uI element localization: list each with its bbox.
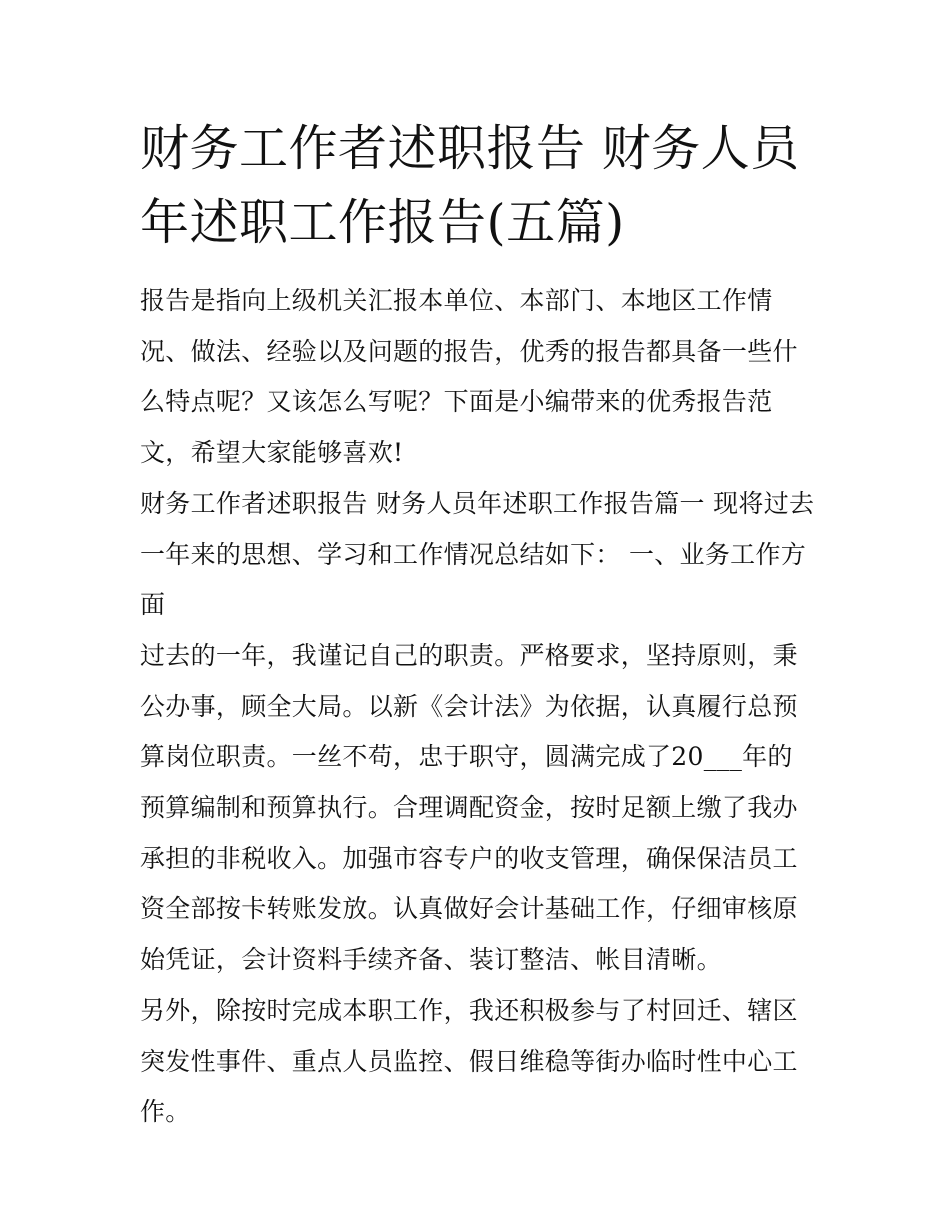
paragraph-work-summary: 过去的一年，我谨记自己的职责。严格要求，坚持原则，秉公办事，顾全大局。以新《会计法》为依据，认真履行总预算岗位职责。一丝不苟，忠于职守，圆满完成了20___年的预算编制和预算执行。合理调配资金，按时足额上缴了我办承担的非税收入。加强市容专户的收支管理，确保保洁员工资全部按卡转账发放。认真做好会计基础工作，仔细审核原始凭证，会计资料手续齐备、装订整洁、帐目清晰。 xyxy=(140,640,798,975)
paragraph-section-heading: 财务工作者述职报告 财务人员年述职工作报告篇一 现将过去一年来的思想、学习和工作情况总结如下： 一、业务工作方面 xyxy=(140,488,815,620)
document-title: 财务工作者述职报告 财务人员年述职工作报告(五篇) xyxy=(140,120,800,251)
document-body xyxy=(140,276,815,1138)
paragraph-additional-work: 另外，除按时完成本职工作，我还积极参与了村回迁、辖区突发性事件、重点人员监控、假日维稳等街办临时性中心工作。 xyxy=(140,995,798,1127)
paragraph-intro: 报告是指向上级机关汇报本单位、本部门、本地区工作情况、做法、经验以及问题的报告，优秀的报告都具备一些什么特点呢？又该怎么写呢？下面是小编带来的优秀报告范文，希望大家能够喜欢! xyxy=(140,286,798,468)
